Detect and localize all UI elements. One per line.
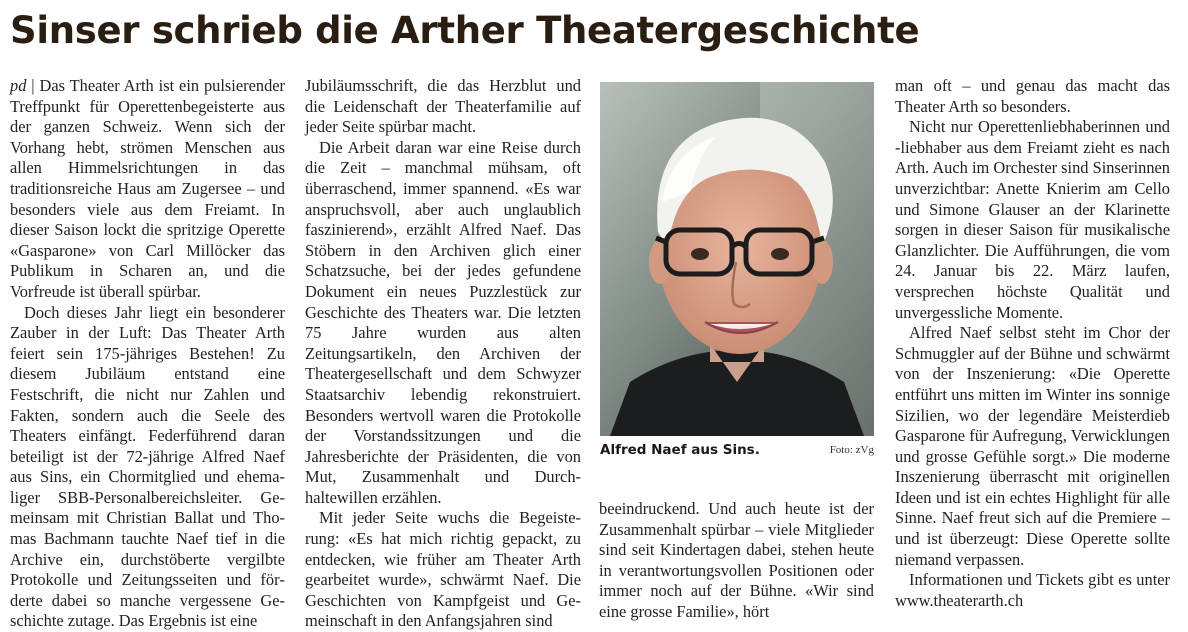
portrait-photo <box>600 82 874 436</box>
paragraph-enthusiasm-continued: beeindruckend. Und auch heute ist der Zusammenhalt spürbar – viele Mitglieder sind seit Kindertagen dabei, stehen heute in verantwortungsvollen Positionen oder immer noch auf der Bühne. «Wir sind eine grosse Familie», hört <box>599 499 874 621</box>
paragraph-production: Alfred Naef selbst steht im Chor der Schmuggler auf der Bühne und schwärmt von der Inszenierung: «Die Operette entführt uns mitten im Winter ins sonnige Sizilien, wo der legendäre Meisterdieb Gasparone für Aufregung, Verwicklungen und grosse Gefühle sorgt.» Die moderne Inszenierung überrascht mit originellen Ideen und ist ein echtes Highlight für alle Sinne. Naef freut sich auf die Premiere – und ist überzeugt: Diese Operette sollte niemand verpassen. <box>895 323 1170 569</box>
byline-separator: | <box>26 76 40 95</box>
column-1 <box>10 76 285 632</box>
paragraph-orchestra: Nicht nur Operettenliebhaberinnen und -liebhaber aus dem Freiamt zieht es nach Arth. Auch im Orchester sind Sinserinnen unverzichtbar: Anette Knierim am Cello und Simone Glauser an der Klarinette sorgen in dieser Saison für musikalische Glanzlichter. Die Aufführungen, die vom 24. Januar bis 22. März laufen, versprechen höchste Qualität und unvergessliche Momente. <box>895 117 1170 322</box>
caption-text: Alfred Naef aus Sins. <box>600 442 760 458</box>
paragraph-anniversary: Doch dieses Jahr liegt ein besonderer Zauber in der Luft: Das Theater Arth feiert sein 175-jähriges Bestehen! Zu diesem Jubiläum entstand eine Festschrift, die nicht nur Zahlen und Fakten, sondern auch die Seele des Theaters einfängt. Federführend daran beteiligt ist der 72-jährige Alfred Naef aus Sins, ein Chormitglied und ehemaliger SBB-Personalbereichsleiter. Gemeinsam mit Christian Ballat und Thomas Bachmann tauchte Naef tief in die Archive ein, durchstöberte vergilbte Protokolle und Zeitungsseiten und förderte dabei so manche vergessene Geschichte zutage. Das Ergebnis ist eine <box>10 302 285 631</box>
paragraph-family-continued: man oft – und genau das macht das Theater Arth so besonders. <box>895 76 1170 116</box>
column-2 <box>305 76 581 632</box>
paragraph-intro <box>10 76 285 303</box>
column-3 <box>599 499 874 623</box>
author-byline: pd <box>10 76 27 95</box>
intro-text: Das Theater Arth ist ein pulsierender Treffpunkt für Operettenbegeisterte aus der ganzen Schweiz. Wenn sich der Vorhang hebt, strömen Menschen aus allen Himmelsrichtungen in das traditionsreiche Haus am Zugersee – und besonders viele aus dem Freiamt. In dieser Saison lockt die spritzige Operette «Gasparone» von Carl Millöcker das Publikum in Scharen an, und die Vorfreude ist überall spürbar. <box>10 76 285 301</box>
photo-caption <box>600 438 874 462</box>
paragraph-anniversary-continued: Jubiläumsschrift, die das Herzblut und die Leidenschaft der Theaterfamilie auf jeder Seite spürbar macht. <box>305 76 581 137</box>
paragraph-research: Die Arbeit daran war eine Reise durch die Zeit – manchmal mühsam, oft überraschend, immer spannend. «Es war anspruchsvoll, aber auch unglaublich faszinierend», erzählt Alfred Naef. Das Stöbern in den Archiven glich einer Schatzsuche, bei der jedes gefundene Dokument ein neues Puzzlestück zur Geschichte des Theaters war. Die letzten 75 Jahre wurden aus alten Zeitungsartikeln, den Archiven der Theatergesellschaft und dem Schwyzer Staatsarchiv lebendig rekonstruiert. Besonders wertvoll waren die Protokolle der Vorstandssitzungen und die Jahresberichte der Präsidenten, die von Mut, Zusammenhalt und Durchhaltewillen erzählen. <box>305 137 581 507</box>
photo-credit: Foto: zVg <box>829 444 874 456</box>
paragraph-tickets: Informationen und Tickets gibt es unter www.theaterarth.ch <box>895 570 1170 610</box>
article-headline: Sinser schrieb die Arther Theatergeschichte <box>10 9 920 52</box>
column-4 <box>895 76 1170 611</box>
paragraph-enthusiasm: Mit jeder Seite wuchs die Begeisterung: «Es hat mich richtig gepackt, zu entdecken, wie früher am Theater Arth gearbeitet wurde», schwärmt Naef. Die Geschichten von Kampfgeist und Gemeinschaft in den Anfangsjahren sind <box>305 508 581 631</box>
portrait-illustration <box>600 82 874 436</box>
